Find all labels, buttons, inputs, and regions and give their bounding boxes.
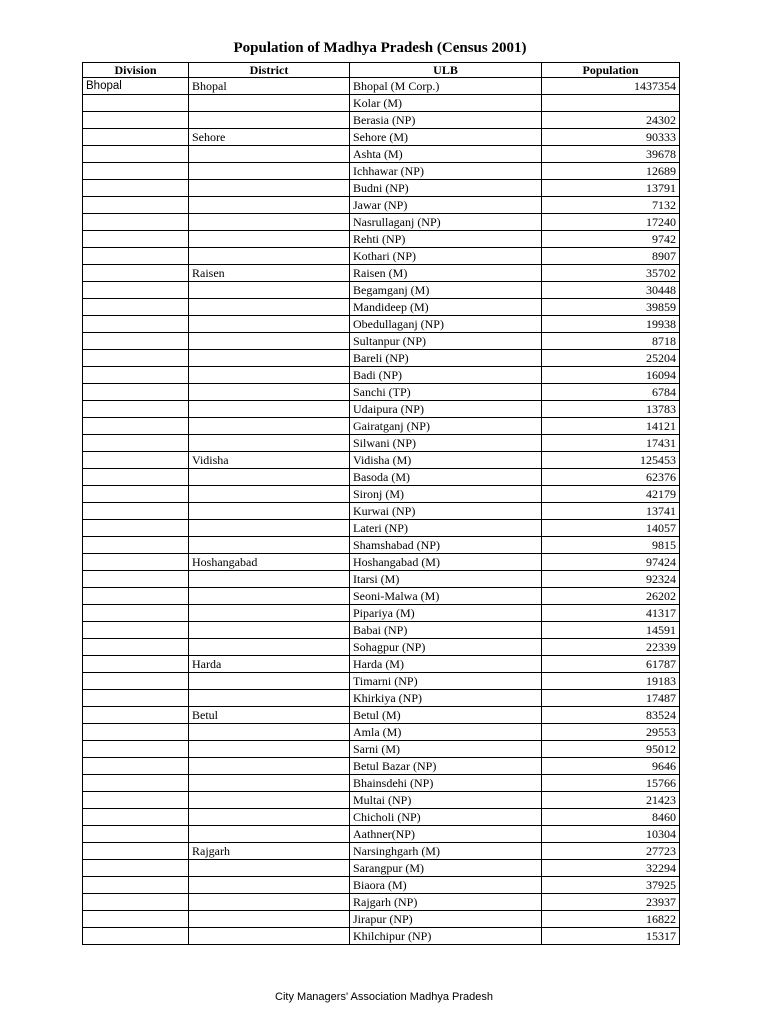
population-cell: 27723 xyxy=(542,843,680,860)
ulb-cell: Sarni (M) xyxy=(350,741,542,758)
division-cell xyxy=(83,452,189,469)
population-cell: 16822 xyxy=(542,911,680,928)
district-cell: Hoshangabad xyxy=(189,554,350,571)
division-cell xyxy=(83,367,189,384)
table-body xyxy=(83,78,680,945)
table-row xyxy=(83,724,680,741)
table-row xyxy=(83,707,680,724)
district-cell xyxy=(189,724,350,741)
ulb-cell: Khilchipur (NP) xyxy=(350,928,542,945)
table-row xyxy=(83,163,680,180)
division-cell xyxy=(83,639,189,656)
division-cell: Bhopal xyxy=(83,78,189,95)
district-cell xyxy=(189,537,350,554)
district-cell xyxy=(189,350,350,367)
table-row xyxy=(83,911,680,928)
district-cell xyxy=(189,469,350,486)
population-cell: 19938 xyxy=(542,316,680,333)
population-cell: 12689 xyxy=(542,163,680,180)
table-row xyxy=(83,282,680,299)
table-row xyxy=(83,758,680,775)
table-row xyxy=(83,673,680,690)
district-cell xyxy=(189,775,350,792)
population-cell: 15317 xyxy=(542,928,680,945)
table-row xyxy=(83,894,680,911)
population-cell: 13791 xyxy=(542,180,680,197)
district-cell xyxy=(189,894,350,911)
table-row xyxy=(83,197,680,214)
population-cell: 42179 xyxy=(542,486,680,503)
district-cell xyxy=(189,639,350,656)
district-cell xyxy=(189,231,350,248)
division-cell xyxy=(83,656,189,673)
district-cell xyxy=(189,520,350,537)
population-cell: 29553 xyxy=(542,724,680,741)
population-cell: 61787 xyxy=(542,656,680,673)
ulb-cell: Pipariya (M) xyxy=(350,605,542,622)
district-cell: Betul xyxy=(189,707,350,724)
district-cell xyxy=(189,486,350,503)
table-row xyxy=(83,129,680,146)
division-cell xyxy=(83,911,189,928)
division-cell xyxy=(83,554,189,571)
table-row xyxy=(83,809,680,826)
population-cell: 83524 xyxy=(542,707,680,724)
division-cell xyxy=(83,401,189,418)
table-row xyxy=(83,316,680,333)
population-cell: 7132 xyxy=(542,197,680,214)
division-cell xyxy=(83,809,189,826)
division-cell xyxy=(83,486,189,503)
population-cell: 6784 xyxy=(542,384,680,401)
page-footer: City Managers' Association Madhya Pradesh xyxy=(275,991,493,1003)
table-row xyxy=(83,214,680,231)
population-cell: 22339 xyxy=(542,639,680,656)
ulb-cell: Narsinghgarh (M) xyxy=(350,843,542,860)
ulb-cell: Berasia (NP) xyxy=(350,112,542,129)
ulb-cell: Sironj (M) xyxy=(350,486,542,503)
population-cell: 8718 xyxy=(542,333,680,350)
ulb-cell: Jirapur (NP) xyxy=(350,911,542,928)
district-cell xyxy=(189,163,350,180)
ulb-cell: Rajgarh (NP) xyxy=(350,894,542,911)
table-row xyxy=(83,605,680,622)
division-cell xyxy=(83,180,189,197)
division-cell xyxy=(83,350,189,367)
population-table xyxy=(82,62,680,945)
district-cell xyxy=(189,792,350,809)
ulb-cell: Ichhawar (NP) xyxy=(350,163,542,180)
table-row xyxy=(83,843,680,860)
table-row xyxy=(83,656,680,673)
table-row xyxy=(83,95,680,112)
division-cell xyxy=(83,775,189,792)
district-cell xyxy=(189,333,350,350)
division-cell xyxy=(83,826,189,843)
district-cell xyxy=(189,112,350,129)
ulb-cell: Bhainsdehi (NP) xyxy=(350,775,542,792)
ulb-cell: Badi (NP) xyxy=(350,367,542,384)
table-row xyxy=(83,860,680,877)
district-cell xyxy=(189,282,350,299)
division-cell xyxy=(83,316,189,333)
district-cell xyxy=(189,384,350,401)
table-row xyxy=(83,350,680,367)
ulb-cell: Budni (NP) xyxy=(350,180,542,197)
division-cell xyxy=(83,741,189,758)
division-cell xyxy=(83,571,189,588)
ulb-cell: Kolar (M) xyxy=(350,95,542,112)
table-row xyxy=(83,146,680,163)
division-cell xyxy=(83,707,189,724)
division-cell xyxy=(83,758,189,775)
ulb-cell: Chicholi (NP) xyxy=(350,809,542,826)
district-cell xyxy=(189,180,350,197)
ulb-cell: Timarni (NP) xyxy=(350,673,542,690)
district-cell xyxy=(189,214,350,231)
ulb-cell: Udaipura (NP) xyxy=(350,401,542,418)
table-row xyxy=(83,265,680,282)
district-cell xyxy=(189,401,350,418)
table-row xyxy=(83,333,680,350)
division-cell xyxy=(83,503,189,520)
district-cell xyxy=(189,435,350,452)
population-cell: 24302 xyxy=(542,112,680,129)
population-cell: 62376 xyxy=(542,469,680,486)
ulb-cell: Bareli (NP) xyxy=(350,350,542,367)
ulb-cell: Shamshabad (NP) xyxy=(350,537,542,554)
district-cell xyxy=(189,588,350,605)
population-cell: 9815 xyxy=(542,537,680,554)
ulb-cell: Seoni-Malwa (M) xyxy=(350,588,542,605)
population-cell: 15766 xyxy=(542,775,680,792)
district-cell xyxy=(189,605,350,622)
table-row xyxy=(83,503,680,520)
population-cell: 9742 xyxy=(542,231,680,248)
population-cell: 13741 xyxy=(542,503,680,520)
table-row xyxy=(83,741,680,758)
population-cell: 21423 xyxy=(542,792,680,809)
table-row xyxy=(83,299,680,316)
division-cell xyxy=(83,248,189,265)
division-cell xyxy=(83,843,189,860)
population-cell: 26202 xyxy=(542,588,680,605)
district-cell xyxy=(189,673,350,690)
ulb-cell: Aathner(NP) xyxy=(350,826,542,843)
population-cell: 92324 xyxy=(542,571,680,588)
table-row xyxy=(83,384,680,401)
table-row xyxy=(83,180,680,197)
ulb-cell: Sultanpur (NP) xyxy=(350,333,542,350)
district-cell xyxy=(189,690,350,707)
table-row xyxy=(83,367,680,384)
header-district: District xyxy=(189,63,350,78)
table-row xyxy=(83,571,680,588)
population-cell: 10304 xyxy=(542,826,680,843)
table-row xyxy=(83,78,680,95)
division-cell xyxy=(83,112,189,129)
ulb-cell: Harda (M) xyxy=(350,656,542,673)
ulb-cell: Nasrullaganj (NP) xyxy=(350,214,542,231)
ulb-cell: Sehore (M) xyxy=(350,129,542,146)
population-cell: 1437354 xyxy=(542,78,680,95)
ulb-cell: Vidisha (M) xyxy=(350,452,542,469)
district-cell: Vidisha xyxy=(189,452,350,469)
ulb-cell: Begamganj (M) xyxy=(350,282,542,299)
division-cell xyxy=(83,928,189,945)
population-cell: 17431 xyxy=(542,435,680,452)
table-header-row xyxy=(83,63,680,78)
population-cell: 17240 xyxy=(542,214,680,231)
division-cell xyxy=(83,418,189,435)
table-row xyxy=(83,537,680,554)
population-cell: 35702 xyxy=(542,265,680,282)
district-cell xyxy=(189,367,350,384)
district-cell: Raisen xyxy=(189,265,350,282)
population-cell: 30448 xyxy=(542,282,680,299)
district-cell xyxy=(189,928,350,945)
population-cell: 25204 xyxy=(542,350,680,367)
ulb-cell: Amla (M) xyxy=(350,724,542,741)
ulb-cell: Sarangpur (M) xyxy=(350,860,542,877)
division-cell xyxy=(83,792,189,809)
table-row xyxy=(83,452,680,469)
division-cell xyxy=(83,622,189,639)
division-cell xyxy=(83,265,189,282)
ulb-cell: Jawar (NP) xyxy=(350,197,542,214)
population-cell: 8907 xyxy=(542,248,680,265)
division-cell xyxy=(83,537,189,554)
population-cell xyxy=(542,95,680,112)
division-cell xyxy=(83,299,189,316)
district-cell xyxy=(189,741,350,758)
division-cell xyxy=(83,333,189,350)
district-cell xyxy=(189,826,350,843)
ulb-cell: Khirkiya (NP) xyxy=(350,690,542,707)
division-cell xyxy=(83,146,189,163)
table-row xyxy=(83,826,680,843)
table-row xyxy=(83,520,680,537)
district-cell: Rajgarh xyxy=(189,843,350,860)
table-row xyxy=(83,231,680,248)
ulb-cell: Mandideep (M) xyxy=(350,299,542,316)
division-cell xyxy=(83,231,189,248)
ulb-cell: Bhopal (M Corp.) xyxy=(350,78,542,95)
division-cell xyxy=(83,435,189,452)
division-cell xyxy=(83,877,189,894)
population-cell: 125453 xyxy=(542,452,680,469)
division-cell xyxy=(83,214,189,231)
division-cell xyxy=(83,95,189,112)
header-ulb: ULB xyxy=(350,63,542,78)
table-row xyxy=(83,639,680,656)
district-cell xyxy=(189,197,350,214)
table-row xyxy=(83,469,680,486)
table-row xyxy=(83,622,680,639)
table-row xyxy=(83,588,680,605)
district-cell xyxy=(189,758,350,775)
population-cell: 39859 xyxy=(542,299,680,316)
population-cell: 9646 xyxy=(542,758,680,775)
division-cell xyxy=(83,469,189,486)
district-cell: Sehore xyxy=(189,129,350,146)
table-row xyxy=(83,775,680,792)
district-cell: Harda xyxy=(189,656,350,673)
table-row xyxy=(83,554,680,571)
population-cell: 39678 xyxy=(542,146,680,163)
ulb-cell: Kothari (NP) xyxy=(350,248,542,265)
ulb-cell: Hoshangabad (M) xyxy=(350,554,542,571)
ulb-cell: Kurwai (NP) xyxy=(350,503,542,520)
population-cell: 97424 xyxy=(542,554,680,571)
ulb-cell: Betul (M) xyxy=(350,707,542,724)
ulb-cell: Gairatganj (NP) xyxy=(350,418,542,435)
header-division: Division xyxy=(83,63,189,78)
ulb-cell: Obedullaganj (NP) xyxy=(350,316,542,333)
district-cell xyxy=(189,95,350,112)
table-row xyxy=(83,928,680,945)
district-cell xyxy=(189,809,350,826)
ulb-cell: Sanchi (TP) xyxy=(350,384,542,401)
ulb-cell: Silwani (NP) xyxy=(350,435,542,452)
district-cell xyxy=(189,299,350,316)
division-cell xyxy=(83,282,189,299)
division-cell xyxy=(83,129,189,146)
ulb-cell: Betul Bazar (NP) xyxy=(350,758,542,775)
population-cell: 95012 xyxy=(542,741,680,758)
division-cell xyxy=(83,605,189,622)
ulb-cell: Sohagpur (NP) xyxy=(350,639,542,656)
division-cell xyxy=(83,384,189,401)
ulb-cell: Lateri (NP) xyxy=(350,520,542,537)
population-cell: 16094 xyxy=(542,367,680,384)
header-population: Population xyxy=(542,63,680,78)
table-row xyxy=(83,112,680,129)
division-cell xyxy=(83,724,189,741)
district-cell: Bhopal xyxy=(189,78,350,95)
ulb-cell: Babai (NP) xyxy=(350,622,542,639)
district-cell xyxy=(189,877,350,894)
division-cell xyxy=(83,163,189,180)
ulb-cell: Itarsi (M) xyxy=(350,571,542,588)
population-cell: 8460 xyxy=(542,809,680,826)
table-row xyxy=(83,877,680,894)
population-cell: 19183 xyxy=(542,673,680,690)
district-cell xyxy=(189,860,350,877)
page-title: Population of Madhya Pradesh (Census 2001) xyxy=(233,40,527,56)
division-cell xyxy=(83,197,189,214)
ulb-cell: Raisen (M) xyxy=(350,265,542,282)
district-cell xyxy=(189,248,350,265)
division-cell xyxy=(83,894,189,911)
ulb-cell: Ashta (M) xyxy=(350,146,542,163)
ulb-cell: Rehti (NP) xyxy=(350,231,542,248)
table-row xyxy=(83,401,680,418)
district-cell xyxy=(189,571,350,588)
district-cell xyxy=(189,316,350,333)
population-cell: 32294 xyxy=(542,860,680,877)
population-cell: 41317 xyxy=(542,605,680,622)
population-cell: 13783 xyxy=(542,401,680,418)
district-cell xyxy=(189,911,350,928)
district-cell xyxy=(189,418,350,435)
population-cell: 14591 xyxy=(542,622,680,639)
ulb-cell: Multai (NP) xyxy=(350,792,542,809)
table-row xyxy=(83,418,680,435)
table-row xyxy=(83,435,680,452)
division-cell xyxy=(83,520,189,537)
table-row xyxy=(83,690,680,707)
division-cell xyxy=(83,588,189,605)
population-cell: 37925 xyxy=(542,877,680,894)
ulb-cell: Basoda (M) xyxy=(350,469,542,486)
district-cell xyxy=(189,146,350,163)
division-cell xyxy=(83,673,189,690)
division-cell xyxy=(83,690,189,707)
table-row xyxy=(83,248,680,265)
table-row xyxy=(83,792,680,809)
ulb-cell: Biaora (M) xyxy=(350,877,542,894)
district-cell xyxy=(189,503,350,520)
population-cell: 14057 xyxy=(542,520,680,537)
division-cell xyxy=(83,860,189,877)
district-cell xyxy=(189,622,350,639)
population-cell: 17487 xyxy=(542,690,680,707)
population-cell: 23937 xyxy=(542,894,680,911)
population-cell: 14121 xyxy=(542,418,680,435)
table-row xyxy=(83,486,680,503)
population-cell: 90333 xyxy=(542,129,680,146)
